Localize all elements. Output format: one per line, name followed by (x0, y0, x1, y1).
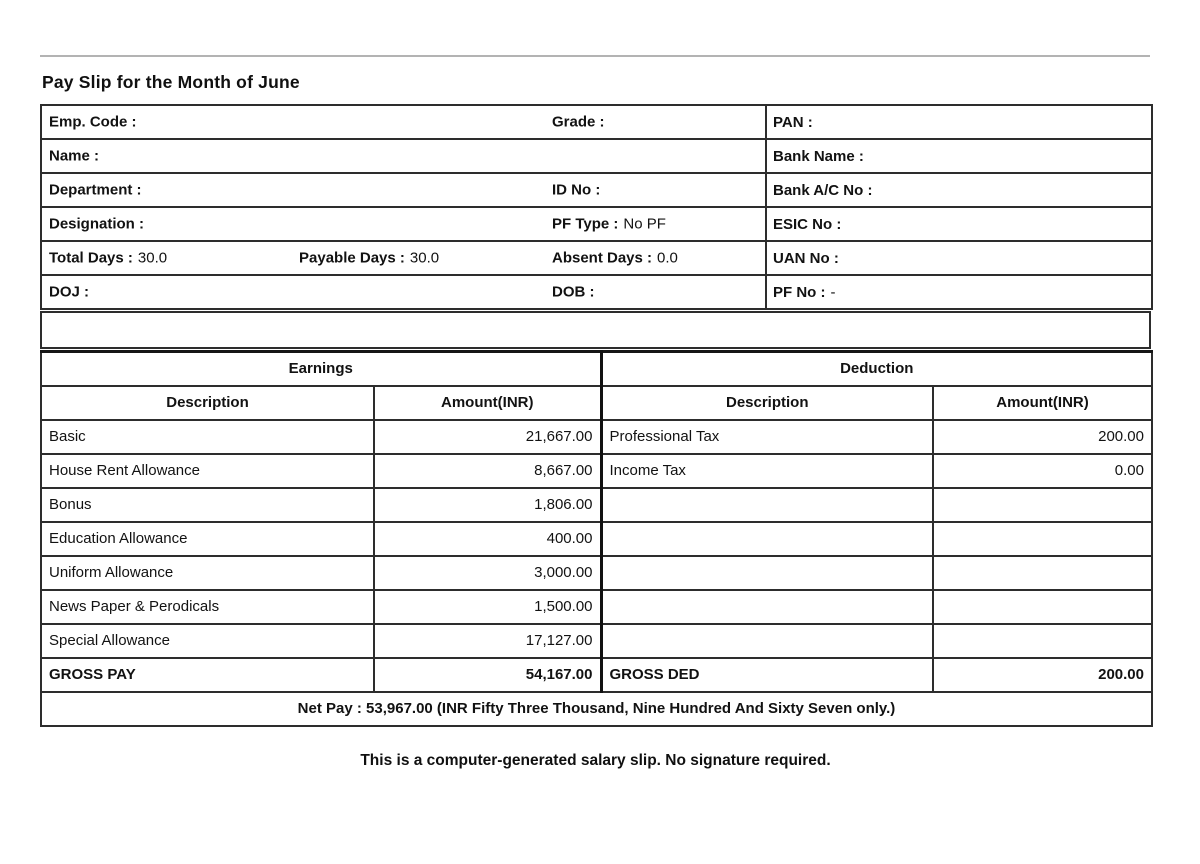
earnings-section-header: Earnings (41, 352, 601, 386)
id-no-field (552, 182, 600, 199)
earnings-amount-header: Amount(INR) (374, 386, 601, 420)
dob-label: DOB : (552, 283, 595, 301)
earning-description: Basic (41, 420, 374, 454)
pf-type-field (552, 216, 666, 233)
pf-type-value: No PF (623, 215, 666, 233)
pan-field (766, 105, 1152, 139)
total-days-label: Total Days : (49, 249, 133, 267)
deduction-amount-header: Amount(INR) (933, 386, 1152, 420)
net-pay-row (41, 692, 1152, 726)
top-divider-rule (40, 55, 1150, 57)
deduction-description-empty (601, 488, 933, 522)
earning-amount: 8,667.00 (374, 454, 601, 488)
deduction-section-header: Deduction (601, 352, 1152, 386)
deduction-amount-empty (933, 488, 1152, 522)
grade-field (552, 114, 605, 131)
uan-no-field (766, 241, 1152, 275)
earning-amount: 1,500.00 (374, 590, 601, 624)
page-title: Pay Slip for the Month of June (42, 72, 300, 92)
info-row-6 (41, 275, 1152, 309)
info-row-1 (41, 105, 1152, 139)
earning-description: News Paper & Perodicals (41, 590, 374, 624)
deduction-description: Income Tax (601, 454, 933, 488)
blank-spacer-row (40, 311, 1151, 349)
earning-amount: 3,000.00 (374, 556, 601, 590)
info-row-4 (41, 207, 1152, 241)
table-row (41, 420, 1152, 454)
bank-ac-no-label: Bank A/C No : (773, 181, 873, 199)
earning-amount: 1,806.00 (374, 488, 601, 522)
total-days-value: 30.0 (137, 249, 168, 267)
gross-ded-amount: 200.00 (933, 658, 1152, 692)
bank-name-field (766, 139, 1152, 173)
doj-field (49, 284, 89, 301)
table-row (41, 454, 1152, 488)
earning-description: Special Allowance (41, 624, 374, 658)
deduction-amount: 200.00 (933, 420, 1152, 454)
deduction-description-empty (601, 624, 933, 658)
column-header-row (41, 386, 1152, 420)
table-row (41, 488, 1152, 522)
earning-amount: 400.00 (374, 522, 601, 556)
pf-no-value: - (830, 283, 836, 301)
table-row (41, 624, 1152, 658)
deduction-description: Professional Tax (601, 420, 933, 454)
earning-amount: 17,127.00 (374, 624, 601, 658)
earnings-deductions-table (40, 350, 1153, 727)
earning-description: House Rent Allowance (41, 454, 374, 488)
deduction-amount-empty (933, 624, 1152, 658)
pf-type-label: PF Type : (552, 215, 619, 233)
totals-row (41, 658, 1152, 692)
gross-pay-amount: 54,167.00 (374, 658, 601, 692)
department-field (49, 182, 142, 199)
department-label: Department : (49, 181, 142, 199)
pf-no-label: PF No : (773, 283, 826, 301)
designation-label: Designation : (49, 215, 145, 233)
bank-ac-no-field (766, 173, 1152, 207)
deduction-amount-empty (933, 556, 1152, 590)
payable-days-field (299, 250, 439, 267)
esic-no-field (766, 207, 1152, 241)
table-row (41, 556, 1152, 590)
earning-description: Bonus (41, 488, 374, 522)
name-label: Name : (49, 147, 100, 165)
gross-pay-label: GROSS PAY (41, 658, 374, 692)
designation-field (49, 216, 144, 233)
info-row-2 (41, 139, 1152, 173)
absent-days-field (552, 250, 678, 267)
id-no-label: ID No : (552, 181, 601, 199)
gross-ded-label: GROSS DED (601, 658, 933, 692)
name-field (49, 148, 99, 165)
section-header-row (41, 352, 1152, 386)
earning-description: Education Allowance (41, 522, 374, 556)
absent-days-label: Absent Days : (552, 249, 653, 267)
total-days-field (49, 250, 167, 267)
payable-days-label: Payable Days : (299, 249, 405, 267)
employee-info-table (40, 104, 1153, 310)
table-row (41, 522, 1152, 556)
deduction-description-empty (601, 590, 933, 624)
dob-field (552, 284, 595, 301)
deduction-description-empty (601, 522, 933, 556)
doj-label: DOJ : (49, 283, 90, 301)
bank-name-label: Bank Name : (773, 147, 864, 165)
earning-description: Uniform Allowance (41, 556, 374, 590)
uan-no-label: UAN No : (773, 249, 839, 267)
computer-generated-note: This is a computer-generated salary slip. No signature required. (360, 751, 831, 769)
absent-days-value: 0.0 (657, 249, 678, 267)
table-row (41, 590, 1152, 624)
pf-no-field (766, 275, 1152, 309)
deduction-amount: 0.00 (933, 454, 1152, 488)
payable-days-value: 30.0 (409, 249, 440, 267)
deduction-description-header: Description (601, 386, 933, 420)
payslip-content (40, 0, 1151, 770)
deduction-amount-empty (933, 522, 1152, 556)
deduction-amount-empty (933, 590, 1152, 624)
grade-label: Grade : (552, 113, 605, 131)
info-row-5 (41, 241, 1152, 275)
earning-amount: 21,667.00 (374, 420, 601, 454)
emp-code-label: Emp. Code : (49, 113, 137, 131)
emp-code-field (49, 114, 137, 131)
esic-no-label: ESIC No : (773, 215, 842, 233)
earnings-description-header: Description (41, 386, 374, 420)
deduction-description-empty (601, 556, 933, 590)
pan-label: PAN : (773, 113, 813, 131)
info-row-3 (41, 173, 1152, 207)
net-pay-text: Net Pay : 53,967.00 (INR Fifty Three Thousand, Nine Hundred And Sixty Seven only.) (41, 692, 1152, 726)
